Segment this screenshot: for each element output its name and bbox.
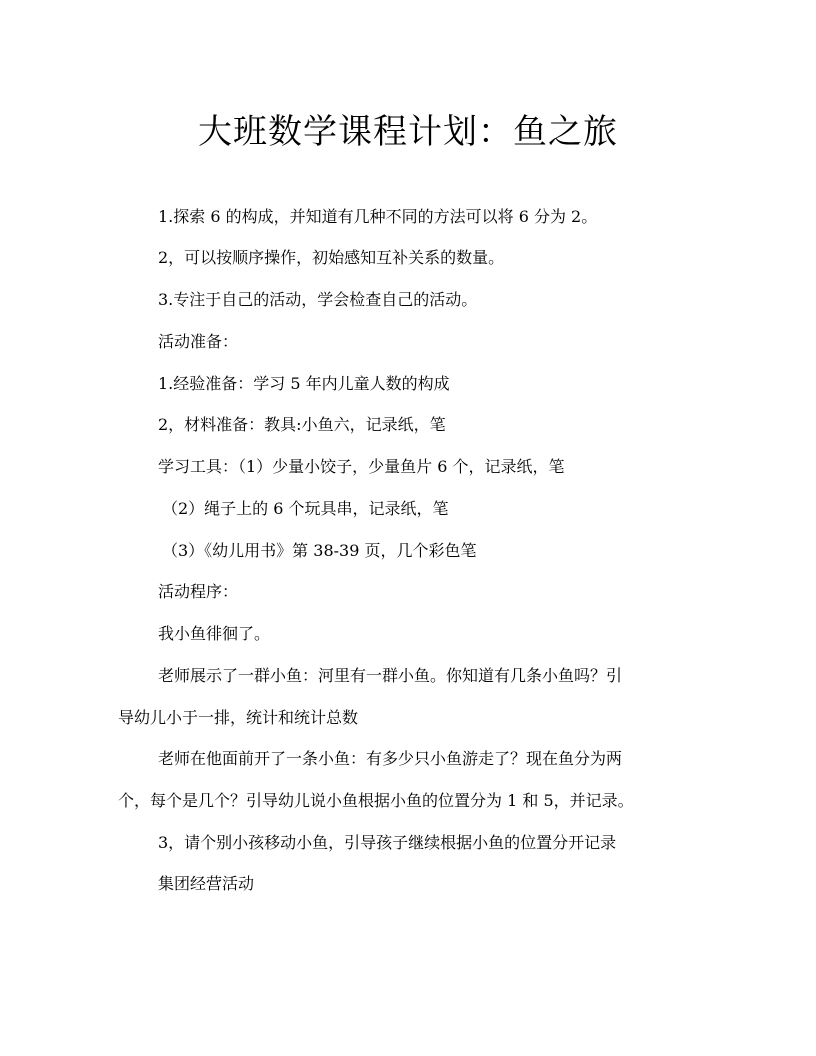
paragraph-line: 1.经验准备：学习 5 年内儿童人数的构成 <box>158 374 450 393</box>
paragraph-line: 2，材料准备：教具:小鱼六，记录纸，笔 <box>158 415 446 434</box>
paragraph-line: 个，每个是几个？引导幼儿说小鱼根据小鱼的位置分为 1 和 5，并记录。 <box>118 791 634 810</box>
document-title: 大班数学课程计划：鱼之旅 <box>198 112 618 152</box>
paragraph-line: （2）绳子上的 6 个玩具串，记录纸，笔 <box>162 499 449 518</box>
paragraph-line: 我小鱼徘徊了。 <box>158 624 271 643</box>
paragraph-line: 3，请个别小孩移动小鱼，引导孩子继续根据小鱼的位置分开记录 <box>158 833 617 852</box>
paragraph-line: 导幼儿小于一排，统计和统计总数 <box>118 708 359 727</box>
paragraph-line: 老师在他面前开了一条小鱼：有多少只小鱼游走了？现在鱼分为两 <box>158 749 623 768</box>
paragraph-line: 1.探索 6 的构成，并知道有几种不同的方法可以将 6 分为 2。 <box>158 207 598 226</box>
paragraph-line: 老师展示了一群小鱼：河里有一群小鱼。你知道有几条小鱼吗？引 <box>158 666 623 685</box>
paragraph-line: （3）《幼儿用书》第 38-39 页，几个彩色笔 <box>162 541 477 560</box>
section-heading: 活动准备： <box>158 332 239 351</box>
paragraph-line: 2，可以按顺序操作，初始感知互补关系的数量。 <box>158 248 505 267</box>
section-heading: 活动程序： <box>158 582 239 601</box>
paragraph-line: 集团经营活动 <box>158 874 255 893</box>
paragraph-line: 学习工具：（1）少量小饺子，少量鱼片 6 个，记录纸，笔 <box>158 457 565 476</box>
paragraph-line: 3.专注于自己的活动，学会检查自己的活动。 <box>158 290 478 309</box>
